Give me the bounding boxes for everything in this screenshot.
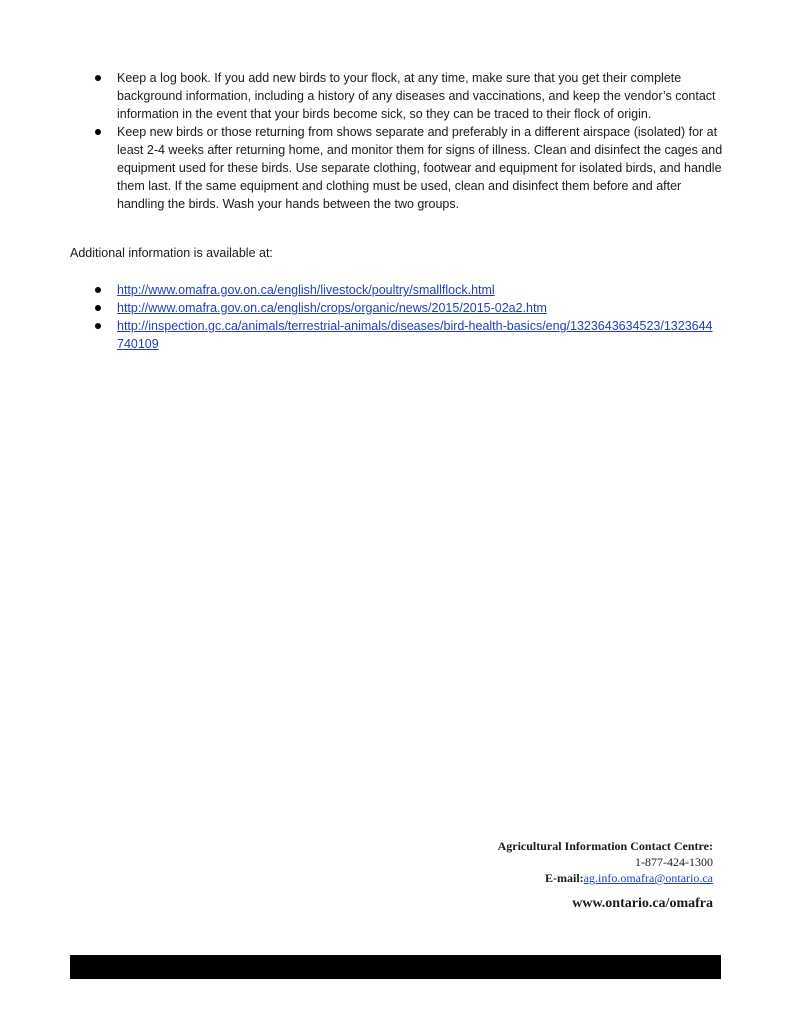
resource-links-list xyxy=(117,281,717,353)
cfia-bird-health-link[interactable]: http://inspection.gc.ca/animals/terrestrial-animals/diseases/bird-health-basics/eng/1323643634523/1323644740109 xyxy=(117,319,713,351)
email-label: E-mail: xyxy=(545,871,584,885)
tips-list xyxy=(117,69,727,213)
additional-info-text: Additional information is available at: xyxy=(70,246,273,260)
list-item xyxy=(117,317,717,353)
list-item xyxy=(117,281,717,299)
footer-bar xyxy=(70,955,721,979)
contact-heading: Agricultural Information Contact Centre: xyxy=(497,839,713,853)
email-link[interactable]: ag.info.omafra@ontario.ca xyxy=(583,871,713,885)
website-url: www.ontario.ca/omafra xyxy=(572,896,713,911)
list-item: Keep new birds or those returning from shows separate and preferably in a different airspace (isolated) for at least 2-4 weeks after returning home, and monitor them for signs of illness. Clean and disinfect the cages and equipment used for these birds. Use separate clothing, footwear and equipment for isolated birds, and handle them last. If the same equipment and clothing must be used, clean and disinfect them before and after handling the birds. Wash your hands between the two groups. xyxy=(117,123,727,213)
contact-phone: 1-877-424-1300 xyxy=(635,855,713,869)
list-item xyxy=(117,299,717,317)
omafra-smallflock-link[interactable]: http://www.omafra.gov.on.ca/english/livestock/poultry/smallflock.html xyxy=(117,283,495,297)
contact-block xyxy=(498,838,713,886)
contact-email-row xyxy=(498,870,713,886)
omafra-organic-news-link[interactable]: http://www.omafra.gov.on.ca/english/crops/organic/news/2015/2015-02a2.htm xyxy=(117,301,547,315)
list-item: Keep a log book. If you add new birds to your flock, at any time, make sure that you get their complete background information, including a history of any diseases and vaccinations, and keep the vendor’s contact information in the event that your birds become sick, so they can be traced to their flock of origin. xyxy=(117,69,727,123)
